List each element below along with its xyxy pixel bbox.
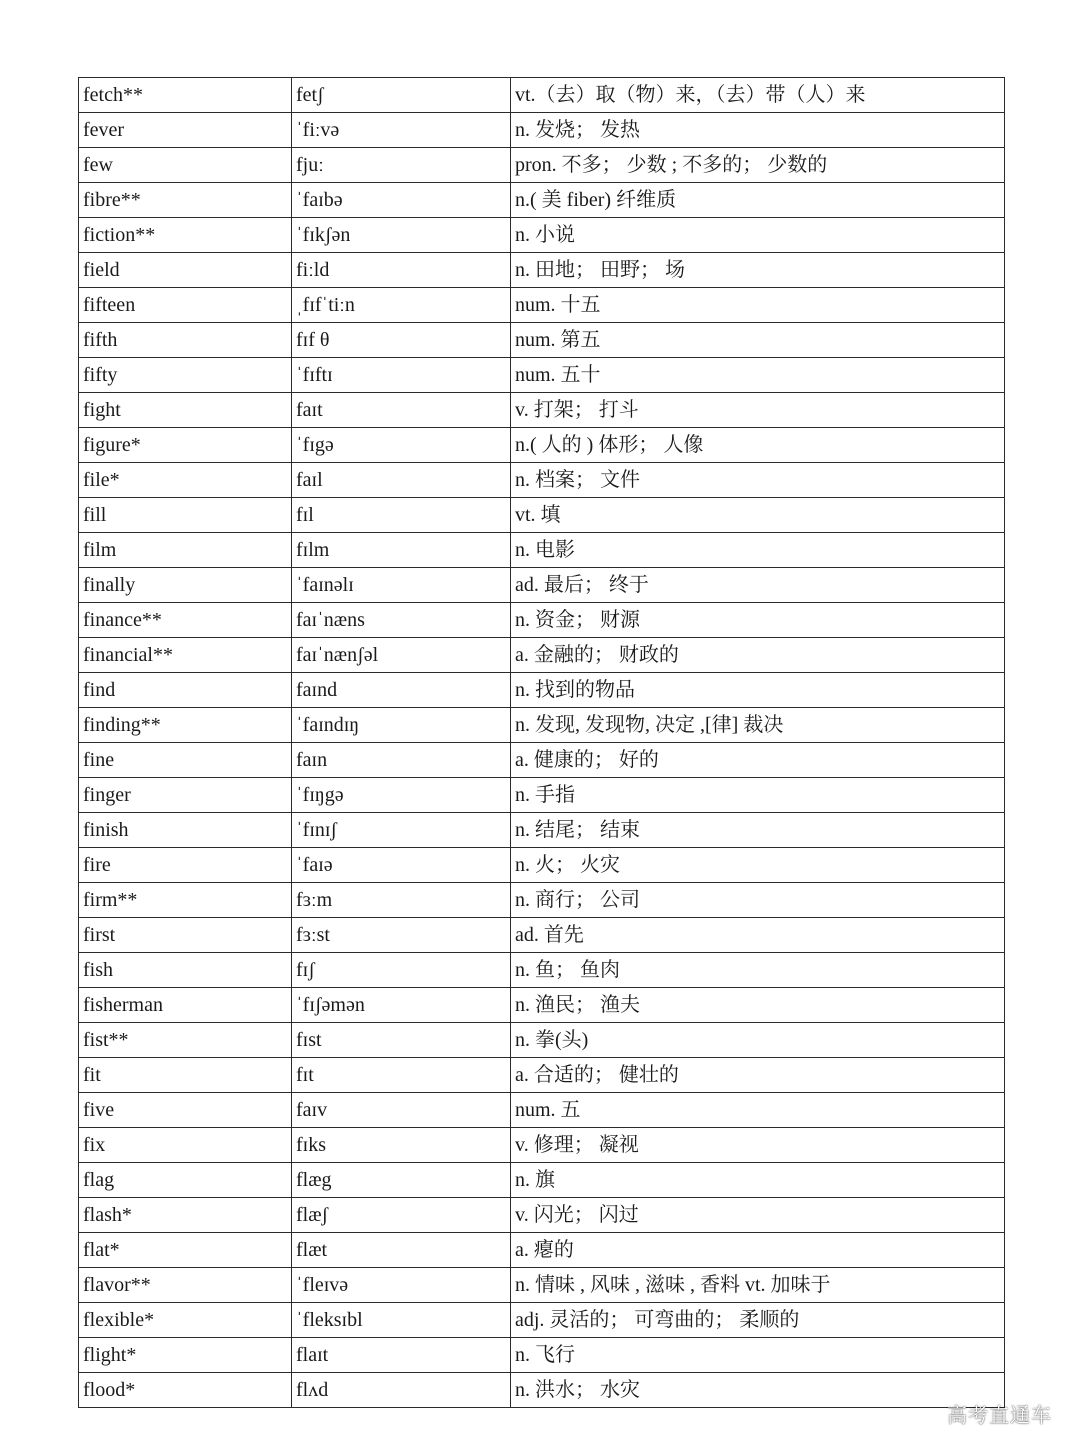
word-cell: fit bbox=[79, 1058, 292, 1093]
word-cell: flight* bbox=[79, 1338, 292, 1373]
phonetic-cell: fɪt bbox=[292, 1058, 511, 1093]
meaning-cell: num. 五十 bbox=[511, 358, 1005, 393]
meaning-cell: n. 飞行 bbox=[511, 1338, 1005, 1373]
table-row bbox=[79, 288, 1005, 323]
meaning-cell: adj. 灵活的； 可弯曲的； 柔顺的 bbox=[511, 1303, 1005, 1338]
phonetic-cell: fɪlm bbox=[292, 533, 511, 568]
phonetic-cell: faɪt bbox=[292, 393, 511, 428]
meaning-cell: num. 五 bbox=[511, 1093, 1005, 1128]
phonetic-cell: fiːld bbox=[292, 253, 511, 288]
table-row bbox=[79, 463, 1005, 498]
meaning-cell: v. 修理； 凝视 bbox=[511, 1128, 1005, 1163]
phonetic-cell: ˈfɪkʃən bbox=[292, 218, 511, 253]
meaning-cell: n. 手指 bbox=[511, 778, 1005, 813]
word-cell: fifth bbox=[79, 323, 292, 358]
word-cell: field bbox=[79, 253, 292, 288]
meaning-cell: ad. 最后； 终于 bbox=[511, 568, 1005, 603]
word-cell: finish bbox=[79, 813, 292, 848]
table-row bbox=[79, 393, 1005, 428]
meaning-cell: n.( 美 fiber) 纤维质 bbox=[511, 183, 1005, 218]
table-row bbox=[79, 1198, 1005, 1233]
table-row bbox=[79, 498, 1005, 533]
table-row bbox=[79, 428, 1005, 463]
phonetic-cell: ˈfaɪndɪŋ bbox=[292, 708, 511, 743]
word-cell: fix bbox=[79, 1128, 292, 1163]
watermark-text: 高考直通车 bbox=[947, 1403, 1052, 1427]
word-cell: flavor** bbox=[79, 1268, 292, 1303]
meaning-cell: n. 发烧； 发热 bbox=[511, 113, 1005, 148]
meaning-cell: pron. 不多； 少数 ; 不多的； 少数的 bbox=[511, 148, 1005, 183]
phonetic-cell: fɜːst bbox=[292, 918, 511, 953]
phonetic-cell: flæg bbox=[292, 1163, 511, 1198]
phonetic-cell: ˈfiːvə bbox=[292, 113, 511, 148]
table-row bbox=[79, 1268, 1005, 1303]
meaning-cell: vt.（去）取（物）来，（去）带（人）来 bbox=[511, 78, 1005, 113]
phonetic-cell: ˈfleksɪbl bbox=[292, 1303, 511, 1338]
phonetic-cell: ˈfɪftɪ bbox=[292, 358, 511, 393]
word-cell: flat* bbox=[79, 1233, 292, 1268]
vocabulary-table-body bbox=[79, 78, 1005, 1408]
phonetic-cell: ˈfɪgə bbox=[292, 428, 511, 463]
word-cell: find bbox=[79, 673, 292, 708]
meaning-cell: n. 找到的物品 bbox=[511, 673, 1005, 708]
word-cell: fill bbox=[79, 498, 292, 533]
phonetic-cell: faɪv bbox=[292, 1093, 511, 1128]
word-cell: first bbox=[79, 918, 292, 953]
word-cell: few bbox=[79, 148, 292, 183]
table-row bbox=[79, 953, 1005, 988]
table-row bbox=[79, 358, 1005, 393]
table-row bbox=[79, 218, 1005, 253]
word-cell: finance** bbox=[79, 603, 292, 638]
meaning-cell: n. 商行； 公司 bbox=[511, 883, 1005, 918]
table-row bbox=[79, 813, 1005, 848]
word-cell: fibre** bbox=[79, 183, 292, 218]
table-row bbox=[79, 883, 1005, 918]
table-row bbox=[79, 253, 1005, 288]
meaning-cell: v. 闪光； 闪过 bbox=[511, 1198, 1005, 1233]
table-row bbox=[79, 708, 1005, 743]
phonetic-cell: faɪˈnænʃəl bbox=[292, 638, 511, 673]
table-row bbox=[79, 78, 1005, 113]
word-cell: finger bbox=[79, 778, 292, 813]
table-row bbox=[79, 323, 1005, 358]
word-cell: fisherman bbox=[79, 988, 292, 1023]
meaning-cell: n. 洪水； 水灾 bbox=[511, 1373, 1005, 1408]
word-cell: firm** bbox=[79, 883, 292, 918]
table-row bbox=[79, 1303, 1005, 1338]
table-row bbox=[79, 1058, 1005, 1093]
meaning-cell: n. 档案； 文件 bbox=[511, 463, 1005, 498]
phonetic-cell: ˈfaɪbə bbox=[292, 183, 511, 218]
phonetic-cell: ˌfɪfˈtiːn bbox=[292, 288, 511, 323]
phonetic-cell: fjuː bbox=[292, 148, 511, 183]
meaning-cell: n. 发现, 发现物, 决定 ,[律] 裁决 bbox=[511, 708, 1005, 743]
meaning-cell: n.( 人的 ) 体形； 人像 bbox=[511, 428, 1005, 463]
word-cell: fiction** bbox=[79, 218, 292, 253]
phonetic-cell: flæʃ bbox=[292, 1198, 511, 1233]
meaning-cell: n. 渔民； 渔夫 bbox=[511, 988, 1005, 1023]
phonetic-cell: ˈfɪʃəmən bbox=[292, 988, 511, 1023]
phonetic-cell: flæt bbox=[292, 1233, 511, 1268]
table-row bbox=[79, 1128, 1005, 1163]
word-cell: fire bbox=[79, 848, 292, 883]
meaning-cell: n. 旗 bbox=[511, 1163, 1005, 1198]
table-row bbox=[79, 673, 1005, 708]
table-row bbox=[79, 183, 1005, 218]
meaning-cell: a. 瘪的 bbox=[511, 1233, 1005, 1268]
word-cell: fist** bbox=[79, 1023, 292, 1058]
table-row bbox=[79, 1338, 1005, 1373]
phonetic-cell: faɪnd bbox=[292, 673, 511, 708]
word-cell: fifty bbox=[79, 358, 292, 393]
table-row bbox=[79, 743, 1005, 778]
phonetic-cell: faɪˈnæns bbox=[292, 603, 511, 638]
phonetic-cell: flaɪt bbox=[292, 1338, 511, 1373]
word-cell: flag bbox=[79, 1163, 292, 1198]
phonetic-cell: ˈfɪŋgə bbox=[292, 778, 511, 813]
meaning-cell: n. 鱼； 鱼肉 bbox=[511, 953, 1005, 988]
word-cell: flood* bbox=[79, 1373, 292, 1408]
meaning-cell: n. 拳(头) bbox=[511, 1023, 1005, 1058]
meaning-cell: num. 第五 bbox=[511, 323, 1005, 358]
word-cell: fifteen bbox=[79, 288, 292, 323]
table-row bbox=[79, 533, 1005, 568]
meaning-cell: v. 打架； 打斗 bbox=[511, 393, 1005, 428]
table-row bbox=[79, 113, 1005, 148]
table-row bbox=[79, 1093, 1005, 1128]
phonetic-cell: fɪʃ bbox=[292, 953, 511, 988]
phonetic-cell: faɪl bbox=[292, 463, 511, 498]
meaning-cell: a. 合适的； 健壮的 bbox=[511, 1058, 1005, 1093]
phonetic-cell: ˈfaɪnəlɪ bbox=[292, 568, 511, 603]
word-cell: financial** bbox=[79, 638, 292, 673]
table-row bbox=[79, 1373, 1005, 1408]
meaning-cell: n. 结尾； 结束 bbox=[511, 813, 1005, 848]
table-row bbox=[79, 848, 1005, 883]
word-cell: file* bbox=[79, 463, 292, 498]
table-row bbox=[79, 148, 1005, 183]
phonetic-cell: fetʃ bbox=[292, 78, 511, 113]
phonetic-cell: ˈfaɪə bbox=[292, 848, 511, 883]
phonetic-cell: flʌd bbox=[292, 1373, 511, 1408]
word-cell: fine bbox=[79, 743, 292, 778]
meaning-cell: a. 金融的； 财政的 bbox=[511, 638, 1005, 673]
word-cell: figure* bbox=[79, 428, 292, 463]
meaning-cell: n. 火； 火灾 bbox=[511, 848, 1005, 883]
word-cell: flexible* bbox=[79, 1303, 292, 1338]
table-row bbox=[79, 1023, 1005, 1058]
phonetic-cell: fɪf θ bbox=[292, 323, 511, 358]
table-row bbox=[79, 1163, 1005, 1198]
meaning-cell: n. 情味 , 风味 , 滋味 , 香料 vt. 加味于 bbox=[511, 1268, 1005, 1303]
meaning-cell: n. 田地； 田野； 场 bbox=[511, 253, 1005, 288]
word-cell: fetch** bbox=[79, 78, 292, 113]
table-row bbox=[79, 988, 1005, 1023]
table-row bbox=[79, 638, 1005, 673]
word-cell: five bbox=[79, 1093, 292, 1128]
phonetic-cell: fɜːm bbox=[292, 883, 511, 918]
meaning-cell: num. 十五 bbox=[511, 288, 1005, 323]
word-cell: finding** bbox=[79, 708, 292, 743]
word-cell: fight bbox=[79, 393, 292, 428]
phonetic-cell: fɪst bbox=[292, 1023, 511, 1058]
phonetic-cell: fɪl bbox=[292, 498, 511, 533]
phonetic-cell: ˈfleɪvə bbox=[292, 1268, 511, 1303]
word-cell: fever bbox=[79, 113, 292, 148]
vocabulary-table bbox=[78, 77, 1005, 1408]
word-cell: finally bbox=[79, 568, 292, 603]
table-row bbox=[79, 1233, 1005, 1268]
meaning-cell: a. 健康的； 好的 bbox=[511, 743, 1005, 778]
meaning-cell: vt. 填 bbox=[511, 498, 1005, 533]
meaning-cell: ad. 首先 bbox=[511, 918, 1005, 953]
meaning-cell: n. 小说 bbox=[511, 218, 1005, 253]
table-row bbox=[79, 918, 1005, 953]
phonetic-cell: fɪks bbox=[292, 1128, 511, 1163]
word-cell: flash* bbox=[79, 1198, 292, 1233]
table-row bbox=[79, 778, 1005, 813]
word-cell: fish bbox=[79, 953, 292, 988]
meaning-cell: n. 资金； 财源 bbox=[511, 603, 1005, 638]
phonetic-cell: faɪn bbox=[292, 743, 511, 778]
meaning-cell: n. 电影 bbox=[511, 533, 1005, 568]
word-cell: film bbox=[79, 533, 292, 568]
table-row bbox=[79, 568, 1005, 603]
phonetic-cell: ˈfɪnɪʃ bbox=[292, 813, 511, 848]
table-row bbox=[79, 603, 1005, 638]
